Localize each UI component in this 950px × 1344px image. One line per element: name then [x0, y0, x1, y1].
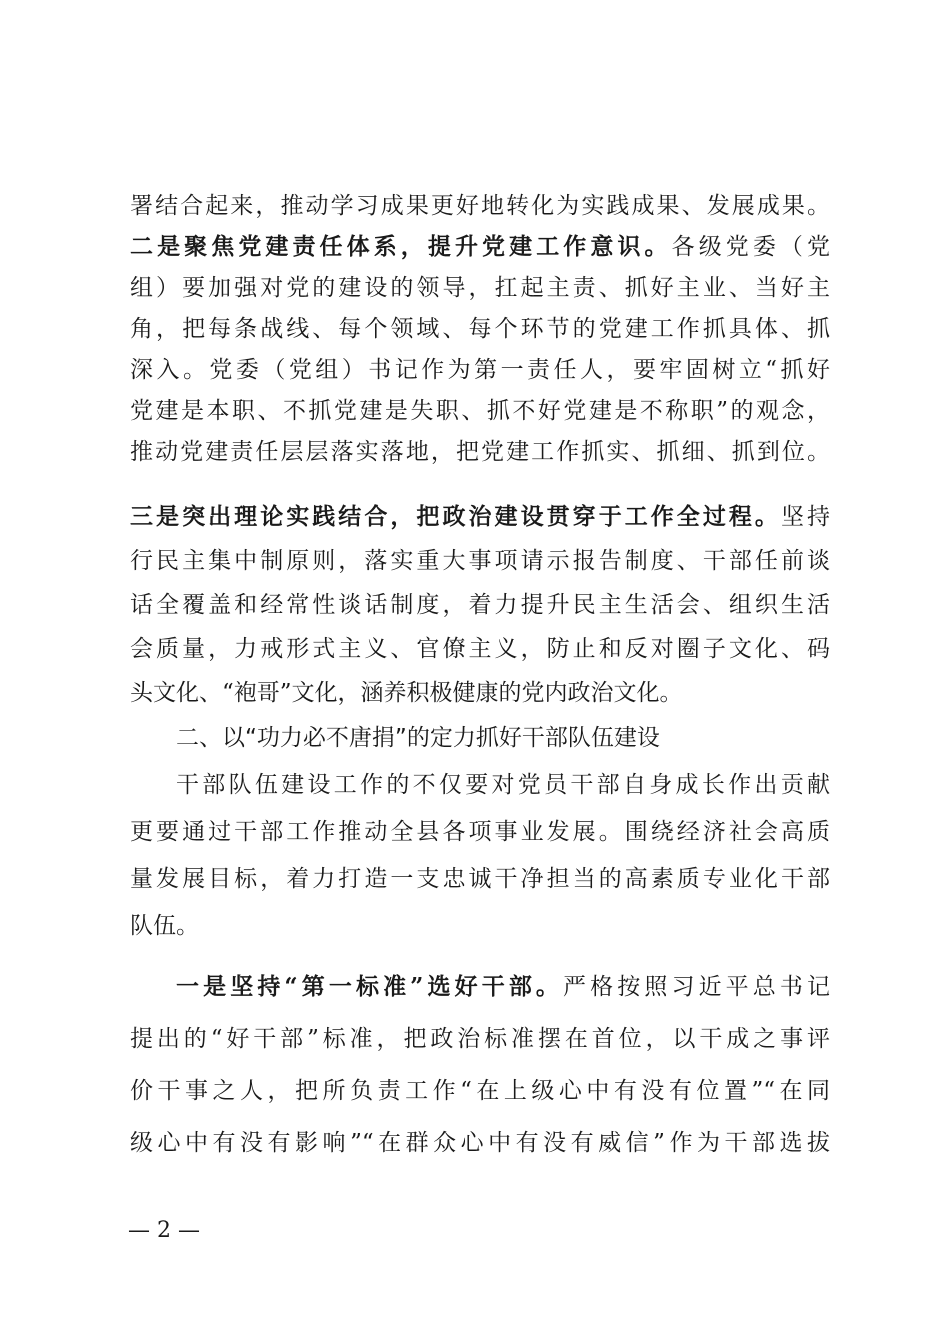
line-text: 行民主集中制原则，落实重大事项请示报告制度、干部任前谈	[130, 548, 830, 574]
line-text: 各级党委（党	[671, 234, 830, 260]
body-line	[130, 541, 830, 581]
line-text: 角，把每条战线、每个领域、每个环节的党建工作抓具体、抓	[130, 316, 830, 342]
body-line	[176, 765, 830, 805]
line-text: 坚持	[780, 504, 830, 530]
heading-text: 二、以“功力必不唐捐”的定力抓好干部队伍建设	[176, 725, 660, 751]
line-text: 话全覆盖和经常性谈话制度，着力提升民主生活会、组织生活	[130, 592, 830, 618]
line-text: 深入。党委（党组）书记作为第一责任人，要牢固树立“抓好	[130, 357, 830, 383]
body-line	[130, 268, 830, 308]
body-line	[130, 1019, 830, 1059]
body-line	[130, 585, 830, 625]
body-line	[130, 391, 830, 431]
line-text: 级心中有没有影响”“在群众心中有没有威信”作为干部选拔	[130, 1130, 830, 1156]
body-line	[130, 812, 830, 852]
page-number: — 2 —	[128, 1218, 200, 1243]
section-heading	[176, 718, 830, 758]
line-text: 头文化、“袍哥”文化，涵养积极健康的党内政治文化。	[130, 680, 683, 706]
bold-lead-sentence: 三是突出理论实践结合，把政治建设贯穿于工作全过程。	[130, 503, 781, 530]
body-line	[130, 227, 830, 267]
line-text: 价干事之人，把所负责工作“在上级心中有没有位置”“在同	[130, 1078, 830, 1104]
body-line	[130, 629, 830, 669]
body-line	[130, 432, 830, 472]
line-text: 组）要加强对党的建设的领导，扛起主责、抓好主业、当好主	[130, 275, 830, 301]
body-line	[130, 497, 830, 537]
bold-lead-sentence: 一是坚持“第一标准”选好干部。	[176, 973, 564, 1000]
line-text: 党建是本职、不抓党建是失职、抓不好党建是不称职”的观念，	[130, 398, 830, 424]
body-line	[130, 673, 830, 713]
body-line	[130, 350, 830, 390]
line-text: 严格按照习近平总书记	[563, 974, 830, 1000]
line-text: 推动党建责任层层落实落地，把党建工作抓实、抓细、抓到位。	[130, 439, 830, 465]
body-line	[130, 859, 830, 899]
body-line	[130, 1123, 830, 1163]
line-text: 量发展目标，着力打造一支忠诚干净担当的高素质专业化干部	[130, 866, 830, 892]
bold-lead-sentence: 二是聚焦党建责任体系，提升党建工作意识。	[130, 233, 672, 260]
body-line	[130, 186, 830, 226]
body-line	[130, 1071, 830, 1111]
body-line	[130, 309, 830, 349]
line-text: 更要通过干部工作推动全县各项事业发展。围绕经济社会高质	[130, 819, 830, 845]
line-text: 队伍。	[130, 913, 199, 939]
line-text: 干部队伍建设工作的不仅要对党员干部自身成长作出贡献	[176, 772, 830, 798]
body-line	[176, 967, 830, 1007]
line-text: 提出的“好干部”标准，把政治标准摆在首位，以干成之事评	[130, 1026, 830, 1052]
line-text: 署结合起来，推动学习成果更好地转化为实践成果、发展成果。	[130, 193, 830, 219]
line-text: 会质量，力戒形式主义、官僚主义，防止和反对圈子文化、码	[130, 636, 830, 662]
body-line	[130, 906, 830, 946]
